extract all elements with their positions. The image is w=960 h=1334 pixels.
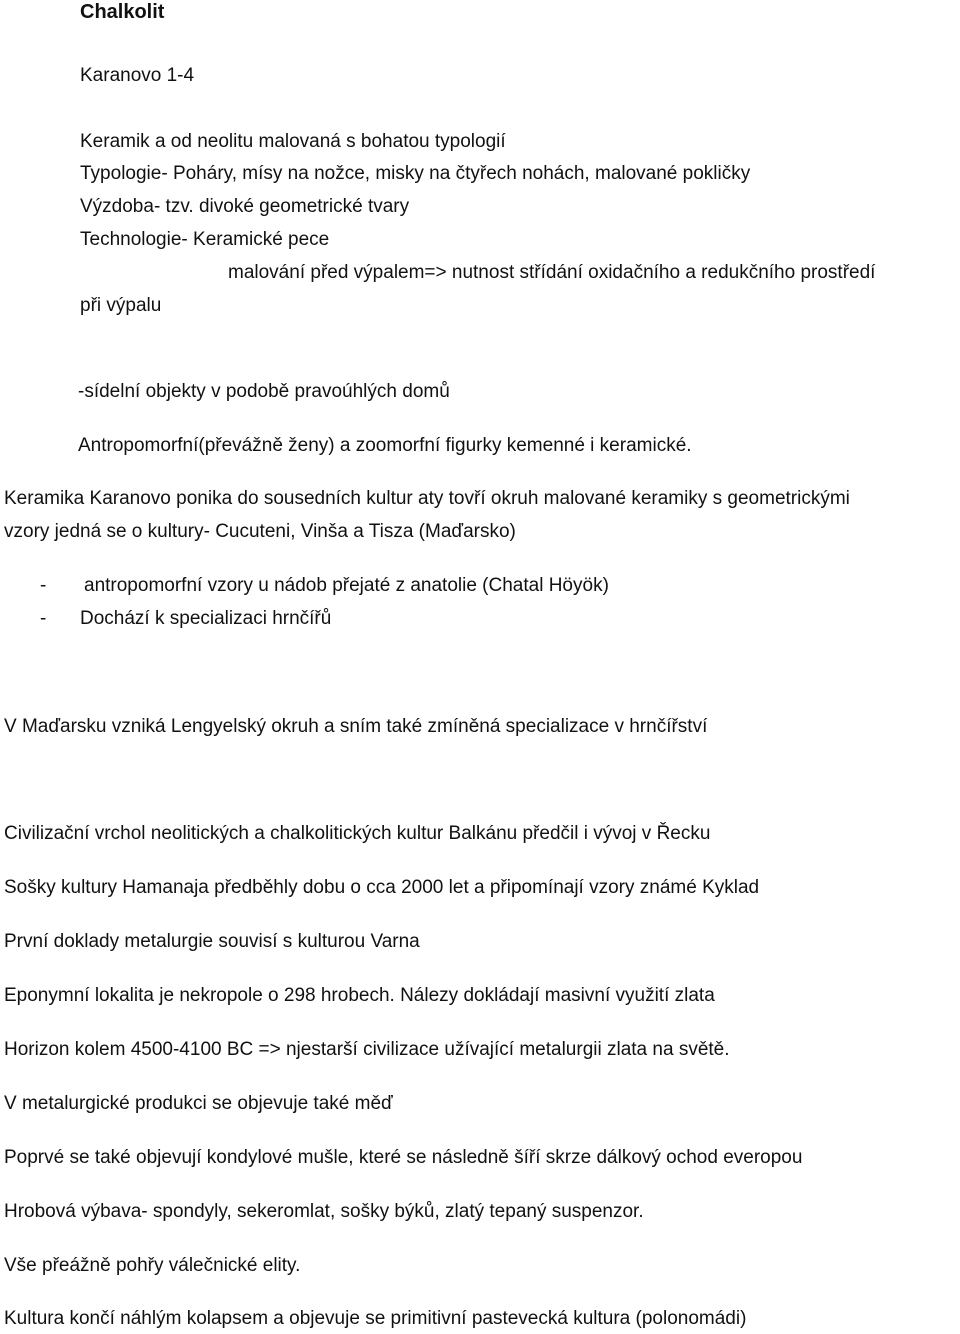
karanovo-line-2: vzory jedná se o kultury- Cucuteni, Vinša a Tisza (Maďarsko) <box>4 521 516 542</box>
paragraph-1: V Maďarsku vzniká Lengyelský okruh a sním také zmíněná specializace v hrnčířství <box>4 716 708 737</box>
paragraph-4: První doklady metalurgie souvisí s kulturou Varna <box>4 931 420 952</box>
paragraph-9: Hrobová výbava- spondyly, sekeromlat, sošky býků, zlatý tepaný suspenzor. <box>4 1201 644 1222</box>
paragraph-7: V metalurgické produkci se objevuje také měď <box>4 1093 393 1114</box>
page-title: Chalkolit <box>80 1 165 23</box>
bullet-item-1: antropomorfní vzory u nádob přejaté z anatolie (Chatal Höyök) <box>84 575 609 596</box>
paragraph-2: Civilizační vrchol neolitických a chalkolitických kultur Balkánu předčil i vývoj v Řecku <box>4 823 711 844</box>
ceramics-line-6: při výpalu <box>80 295 162 316</box>
ceramics-line-3: Výzdoba- tzv. divoké geometrické tvary <box>80 196 410 217</box>
settlement-line-1: -sídelní objekty v podobě pravoúhlých domů <box>78 381 450 402</box>
paragraph-11: Kultura končí náhlým kolapsem a objevuje se primitivní pastevecká kultura (polonomádi) <box>4 1308 747 1329</box>
settlement-line-2: Antropomorfní(převážně ženy) a zoomorfní figurky kemenné i keramické. <box>78 435 692 456</box>
paragraph-3: Sošky kultury Hamanaja předběhly dobu o cca 2000 let a připomínají vzory známé Kyklad <box>4 877 760 898</box>
karanovo-line-1: Keramika Karanovo ponika do sousedních kultur aty tovří okruh malované keramiky s geometrickými <box>4 488 850 509</box>
bullet-marker: - <box>40 575 47 596</box>
subheading: Karanovo 1-4 <box>80 65 195 86</box>
ceramics-line-4: Technologie- Keramické pece <box>80 229 330 250</box>
paragraph-6: Horizon kolem 4500-4100 BC => njestarší civilizace užívající metalurgii zlata na světě. <box>4 1039 730 1060</box>
paragraph-5: Eponymní lokalita je nekropole o 298 hrobech. Nálezy dokládají masivní využití zlata <box>4 985 715 1006</box>
bullet-item-2: Dochází k specializaci hrnčířů <box>80 608 332 629</box>
bullet-marker: - <box>40 608 47 629</box>
ceramics-line-1: Keramik a od neolitu malovaná s bohatou typologií <box>80 131 506 152</box>
paragraph-8: Poprvé se také objevují kondylové mušle, které se následně šíří skrze dálkový ochod everopou <box>4 1147 803 1168</box>
paragraph-10: Vše přeážně pohřy válečnické elity. <box>4 1255 301 1276</box>
ceramics-line-5: malování před výpalem=> nutnost střídání oxidačního a redukčního prostředí <box>228 262 876 283</box>
ceramics-line-2: Typologie- Poháry, mísy na nožce, misky na čtyřech nohách, malované pokličky <box>80 163 751 184</box>
